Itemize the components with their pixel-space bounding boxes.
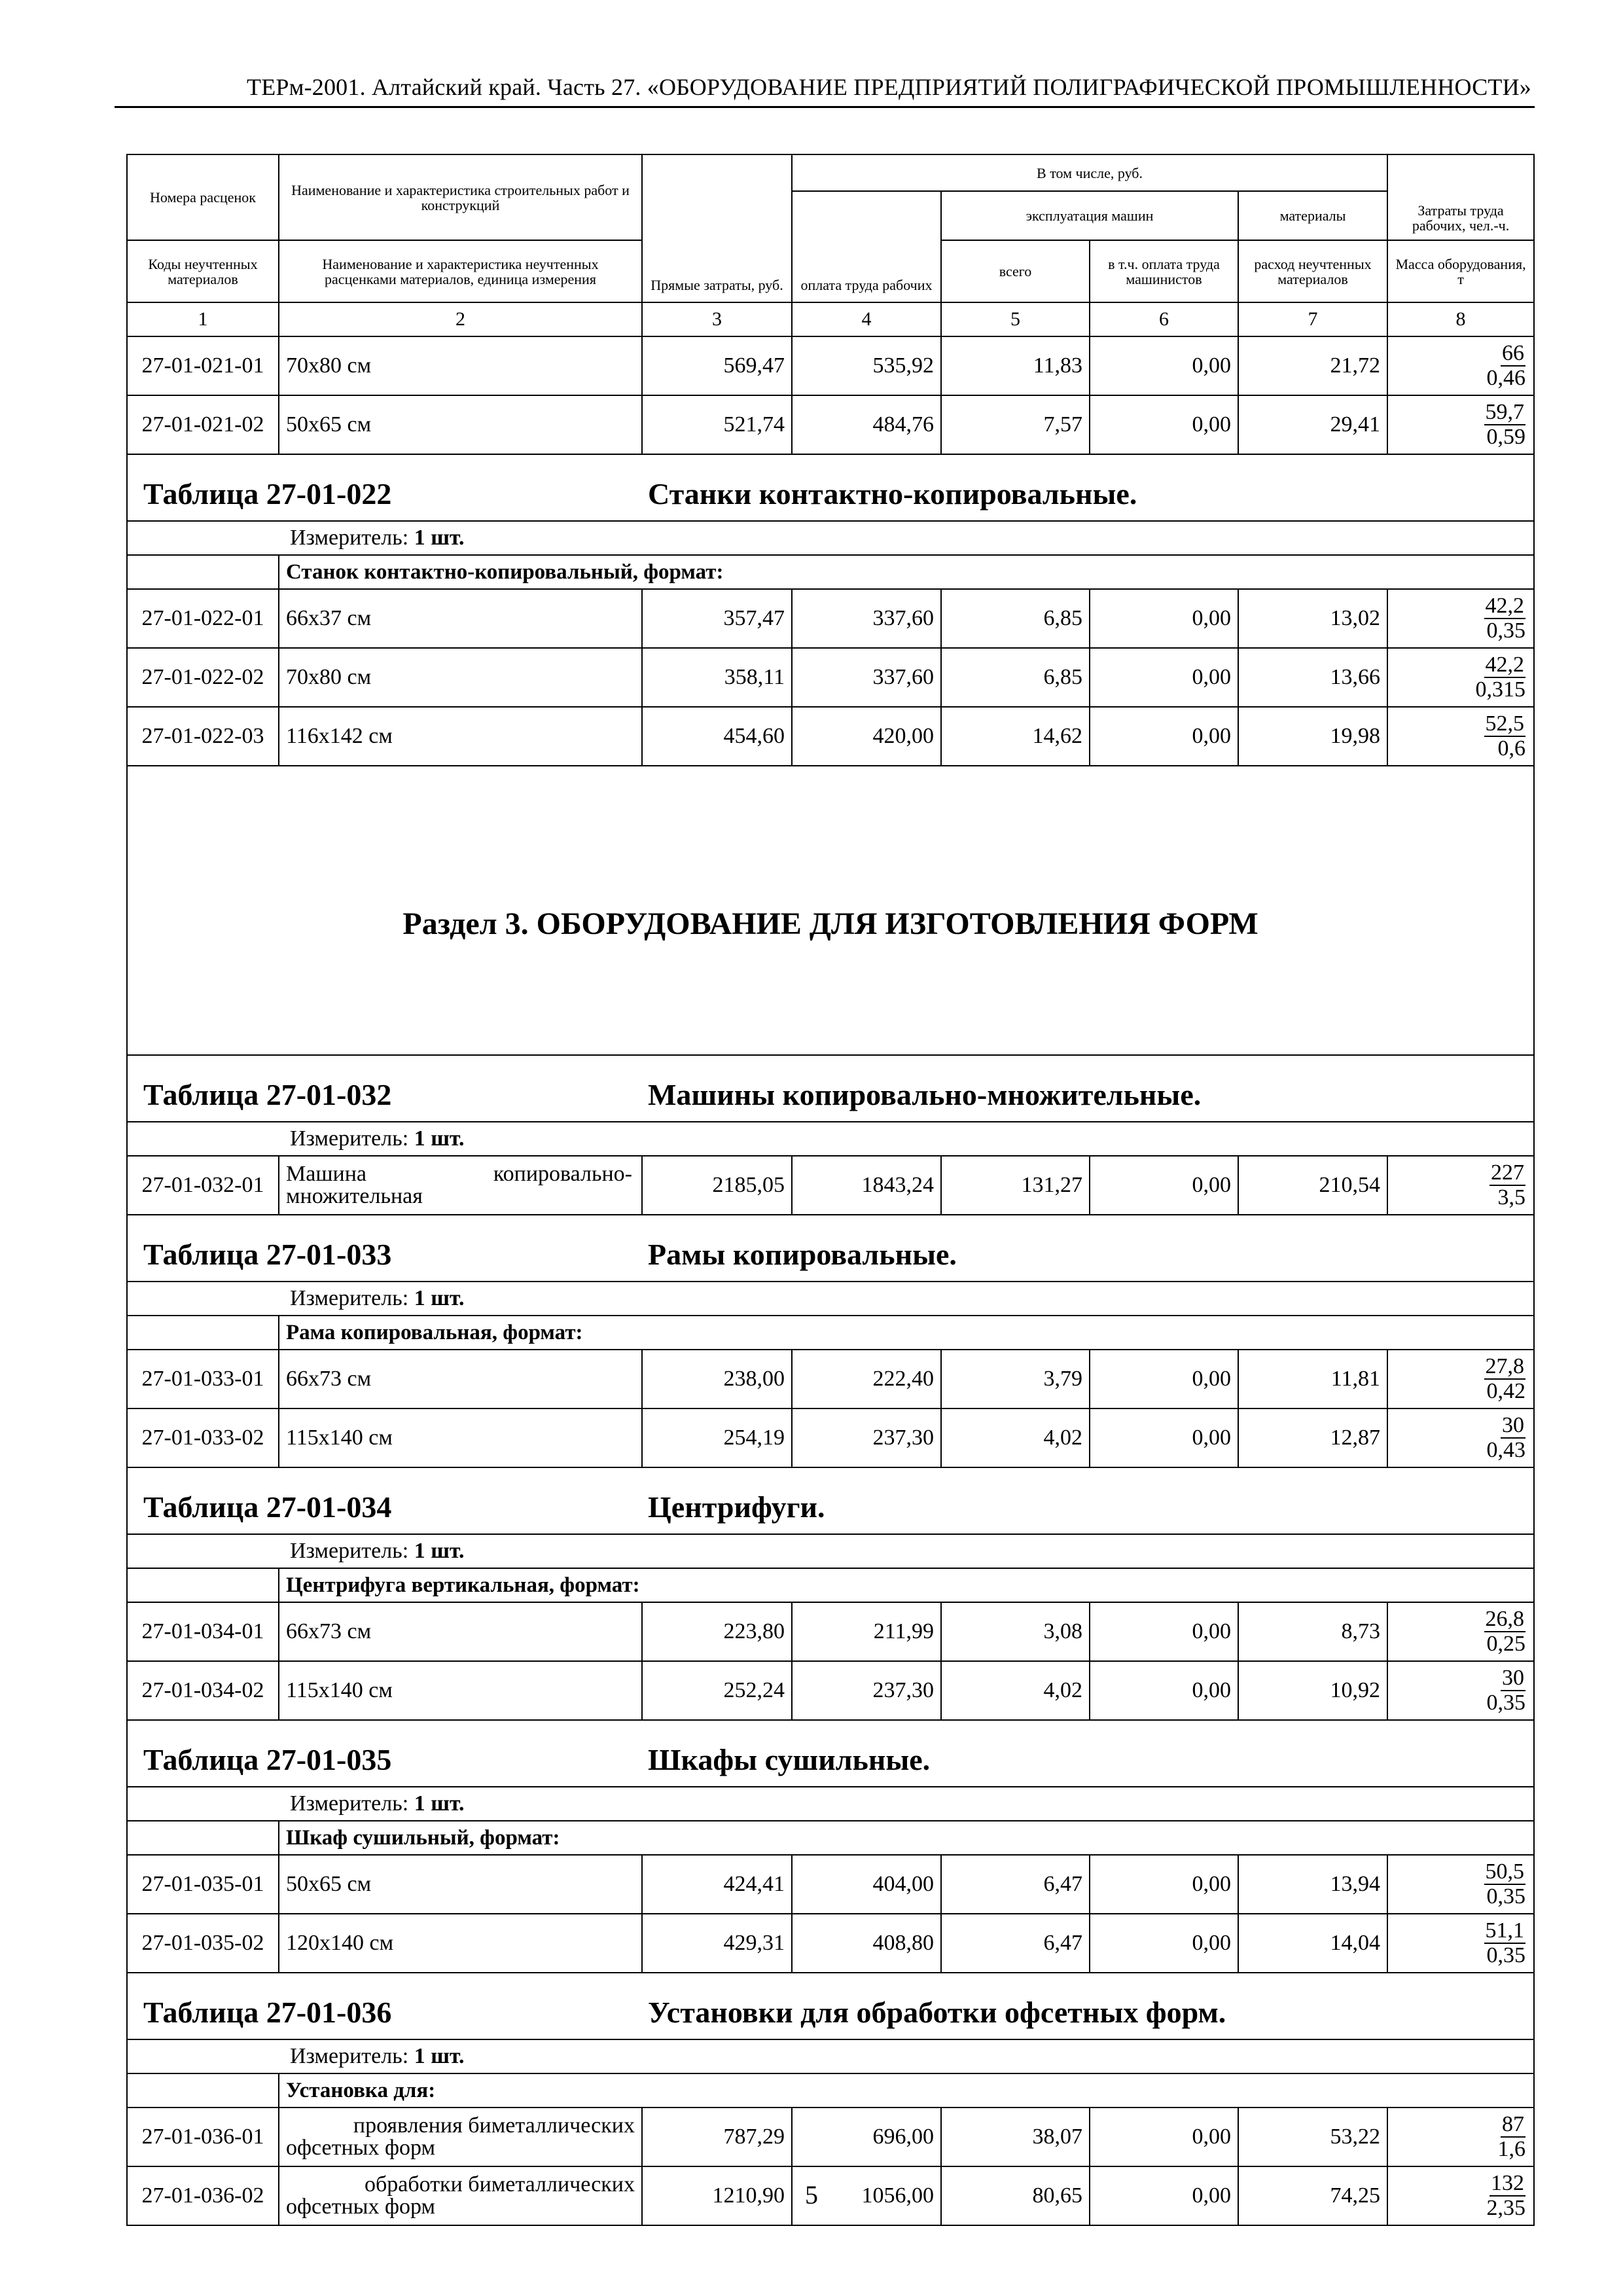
rate-name: 116x142 см	[279, 707, 642, 766]
rate-name: 115x140 см	[279, 1661, 642, 1720]
rate-code: 27-01-022-02	[127, 648, 279, 707]
mass-cell	[1387, 2108, 1534, 2166]
unit-label: Измеритель:	[290, 1539, 409, 1563]
labor-hours: 132	[1491, 2171, 1525, 2195]
table-row	[127, 1602, 1534, 1661]
estimate-table	[126, 154, 1535, 2226]
col-num: 4	[792, 302, 941, 336]
direct-cost: 357,47	[642, 589, 792, 648]
labor-hours: 30	[1502, 1413, 1525, 1437]
col-labor-cost: Затраты труда рабочих, чел.-ч.	[1387, 154, 1534, 240]
unit-row	[127, 1787, 1534, 1821]
unit-row	[127, 1122, 1534, 1156]
equipment-mass: 1,6	[1497, 2137, 1526, 2161]
col-total: всего	[941, 240, 1090, 302]
materials-cost: 11,81	[1238, 1350, 1387, 1408]
col-unaccounted: расход неучтенных материалов	[1238, 240, 1387, 302]
table-row	[127, 395, 1534, 454]
col-num: 2	[279, 302, 642, 336]
col-num: 6	[1090, 302, 1238, 336]
labor-cost: 237,30	[792, 1661, 941, 1720]
unit-value: 1 шт.	[414, 2044, 465, 2068]
materials-cost: 53,22	[1238, 2108, 1387, 2166]
rate-code: 27-01-022-01	[127, 589, 279, 648]
rate-name: 120x140 см	[279, 1914, 642, 1973]
materials-cost: 19,98	[1238, 707, 1387, 766]
direct-cost: 238,00	[642, 1350, 792, 1408]
operators-cost: 0,00	[1090, 648, 1238, 707]
table-title-row	[127, 1467, 1534, 1534]
table-number: Таблица 27-01-022	[143, 477, 392, 511]
machines-cost: 6,47	[941, 1914, 1090, 1973]
labor-cost: 237,30	[792, 1408, 941, 1467]
subheading-row	[127, 2073, 1534, 2108]
table-name: Машины копировально-множительные.	[648, 1078, 1202, 1111]
rate-code: 27-01-021-02	[127, 395, 279, 454]
rate-name: 70x80 см	[279, 648, 642, 707]
labor-hours: 227	[1491, 1160, 1525, 1185]
unit-label: Измеритель:	[290, 1126, 409, 1151]
equipment-mass: 0,35	[1486, 1884, 1526, 1909]
rate-name: 66x73 см	[279, 1602, 642, 1661]
materials-cost: 21,72	[1238, 336, 1387, 395]
table-name: Станки контактно-копировальные.	[648, 477, 1137, 511]
labor-hours: 42,2	[1485, 653, 1525, 677]
rate-name: 70x80 см	[279, 336, 642, 395]
rate-code: 27-01-036-01	[127, 2108, 279, 2166]
direct-cost: 2185,05	[642, 1156, 792, 1215]
rate-code: 27-01-033-01	[127, 1350, 279, 1408]
page-header: ТЕРм-2001. Алтайский край. Часть 27. «ОБОРУДОВАНИЕ ПРЕДПРИЯТИЙ ПОЛИГРАФИЧЕСКОЙ ПРОМЫШЛЕННОСТИ»	[247, 74, 1531, 100]
table-row	[127, 648, 1534, 707]
equipment-mass: 0,35	[1486, 1691, 1526, 1715]
rate-name-part: Машина	[286, 1162, 366, 1186]
mass-cell	[1387, 395, 1534, 454]
labor-cost: 337,60	[792, 648, 941, 707]
materials-cost: 14,04	[1238, 1914, 1387, 1973]
table-title-row	[127, 1973, 1534, 2039]
operators-cost: 0,00	[1090, 1855, 1238, 1914]
unit-value: 1 шт.	[414, 1286, 465, 1310]
col-mass: Масса оборудования, т	[1387, 240, 1534, 302]
equipment-mass: 0,43	[1486, 1438, 1526, 1462]
mass-cell	[1387, 1156, 1534, 1215]
table-title-row	[127, 454, 1534, 521]
mass-cell	[1387, 707, 1534, 766]
labor-hours: 26,8	[1485, 1607, 1525, 1631]
subheading-row	[127, 1316, 1534, 1350]
labor-hours: 52,5	[1485, 711, 1525, 736]
machines-cost: 38,07	[941, 2108, 1090, 2166]
table-row	[127, 336, 1534, 395]
subheading-row	[127, 1821, 1534, 1855]
rate-name: 66x73 см	[279, 1350, 642, 1408]
labor-cost: 696,00	[792, 2108, 941, 2166]
direct-cost: 223,80	[642, 1602, 792, 1661]
unit-row	[127, 2039, 1534, 2073]
labor-hours: 87	[1502, 2112, 1525, 2136]
equipment-mass: 0,35	[1486, 619, 1526, 643]
col-direct-costs: Прямые затраты, руб.	[642, 154, 792, 302]
table-title-row	[127, 1720, 1534, 1787]
mass-cell	[1387, 1661, 1534, 1720]
rate-name-part: копировально-	[493, 1162, 632, 1186]
mass-cell	[1387, 1408, 1534, 1467]
materials-cost: 29,41	[1238, 395, 1387, 454]
rate-name-part: множительная	[286, 1184, 423, 1208]
unit-label: Измеритель:	[290, 2044, 409, 2068]
unit-row	[127, 521, 1534, 555]
labor-hours: 42,2	[1485, 594, 1525, 618]
table-row	[127, 2108, 1534, 2166]
rate-code: 27-01-033-02	[127, 1408, 279, 1467]
operators-cost: 0,00	[1090, 1156, 1238, 1215]
materials-cost: 12,87	[1238, 1408, 1387, 1467]
table-row	[127, 1156, 1534, 1215]
machines-cost: 131,27	[941, 1156, 1090, 1215]
direct-cost: 254,19	[642, 1408, 792, 1467]
rate-name	[279, 1156, 642, 1215]
rate-name: 115x140 см	[279, 1408, 642, 1467]
table-number: Таблица 27-01-034	[143, 1490, 392, 1524]
unit-value: 1 шт.	[414, 1791, 465, 1816]
col-num: 7	[1238, 302, 1387, 336]
table-number: Таблица 27-01-032	[143, 1078, 392, 1111]
labor-cost: 1843,24	[792, 1156, 941, 1215]
unit-label: Измеритель:	[290, 526, 409, 550]
rate-name	[279, 2108, 642, 2166]
materials-cost: 210,54	[1238, 1156, 1387, 1215]
materials-cost: 13,66	[1238, 648, 1387, 707]
subheading: Рама копировальная, формат:	[279, 1316, 1534, 1350]
labor-hours: 27,8	[1485, 1354, 1525, 1378]
operators-cost: 0,00	[1090, 2108, 1238, 2166]
labor-hours: 66	[1502, 341, 1525, 365]
table-number: Таблица 27-01-033	[143, 1238, 392, 1271]
labor-cost: 408,80	[792, 1914, 941, 1973]
direct-cost: 252,24	[642, 1661, 792, 1720]
rate-code: 27-01-036-02	[127, 2166, 279, 2225]
materials-cost: 13,02	[1238, 589, 1387, 648]
table-number: Таблица 27-01-035	[143, 1743, 392, 1776]
mass-cell	[1387, 589, 1534, 648]
labor-hours: 51,1	[1485, 1918, 1525, 1943]
table-title-row	[127, 1055, 1534, 1122]
subheading: Установка для:	[279, 2073, 1534, 2108]
machines-cost: 14,62	[941, 707, 1090, 766]
page-number: 5	[805, 2180, 818, 2210]
direct-cost: 569,47	[642, 336, 792, 395]
unit-label: Измеритель:	[290, 1286, 409, 1310]
section-heading: Раздел 3. ОБОРУДОВАНИЕ ДЛЯ ИЗГОТОВЛЕНИЯ ФОРМ	[127, 766, 1534, 1055]
rate-name: 50x65 см	[279, 395, 642, 454]
subheading: Станок контактно-копировальный, формат:	[279, 555, 1534, 589]
subheading-row	[127, 555, 1534, 589]
subheading-row	[127, 1568, 1534, 1602]
col-labor: оплата труда рабочих	[792, 191, 941, 302]
unit-row	[127, 1282, 1534, 1316]
equipment-mass: 0,46	[1486, 366, 1526, 390]
table-row	[127, 1408, 1534, 1467]
operators-cost: 0,00	[1090, 707, 1238, 766]
rate-code: 27-01-034-01	[127, 1602, 279, 1661]
rate-code: 27-01-022-03	[127, 707, 279, 766]
col-codes: Коды неучтенных материалов	[127, 240, 279, 302]
rate-code: 27-01-035-01	[127, 1855, 279, 1914]
labor-hours: 30	[1502, 1666, 1525, 1690]
table-row	[127, 589, 1534, 648]
rate-name-part: офсетных форм	[286, 2195, 436, 2219]
operators-cost: 0,00	[1090, 1914, 1238, 1973]
table-row	[127, 1661, 1534, 1720]
mass-cell	[1387, 1350, 1534, 1408]
col-num: 5	[941, 302, 1090, 336]
equipment-mass: 0,42	[1486, 1379, 1526, 1403]
direct-cost: 358,11	[642, 648, 792, 707]
unit-row	[127, 1534, 1534, 1568]
equipment-mass: 0,25	[1486, 1632, 1526, 1656]
labor-cost: 420,00	[792, 707, 941, 766]
direct-cost: 429,31	[642, 1914, 792, 1973]
labor-cost: 211,99	[792, 1602, 941, 1661]
machines-cost: 3,79	[941, 1350, 1090, 1408]
rate-code: 27-01-032-01	[127, 1156, 279, 1215]
mass-cell	[1387, 1914, 1534, 1973]
rate-name-part: офсетных форм	[286, 2136, 436, 2160]
unit-value: 1 шт.	[414, 1126, 465, 1151]
table-name: Центрифуги.	[648, 1490, 825, 1524]
operators-cost: 0,00	[1090, 336, 1238, 395]
col-material-name: Наименование и характеристика неучтенных расценками материалов, единица измерения	[279, 240, 642, 302]
machines-cost: 11,83	[941, 336, 1090, 395]
mass-cell	[1387, 1855, 1534, 1914]
unit-value: 1 шт.	[414, 1539, 465, 1563]
direct-cost: 521,74	[642, 395, 792, 454]
col-incl-operators: в т.ч. оплата труда машинистов	[1090, 240, 1238, 302]
table-title-row	[127, 1215, 1534, 1282]
labor-cost: 1056,00	[792, 2166, 941, 2225]
machines-cost: 4,02	[941, 1408, 1090, 1467]
labor-cost: 535,92	[792, 336, 941, 395]
machines-cost: 80,65	[941, 2166, 1090, 2225]
operators-cost: 0,00	[1090, 1350, 1238, 1408]
section-row	[127, 766, 1534, 1055]
col-including: В том числе, руб.	[792, 154, 1387, 191]
equipment-mass: 2,35	[1486, 2196, 1526, 2220]
labor-cost: 337,60	[792, 589, 941, 648]
table-name: Шкафы сушильные.	[648, 1743, 931, 1776]
direct-cost: 1210,90	[642, 2166, 792, 2225]
table-name: Установки для обработки офсетных форм.	[648, 1996, 1226, 2029]
col-num: 8	[1387, 302, 1534, 336]
rate-name: 50x65 см	[279, 1855, 642, 1914]
table-number: Таблица 27-01-036	[143, 1996, 392, 2029]
direct-cost: 424,41	[642, 1855, 792, 1914]
unit-label: Измеритель:	[290, 1791, 409, 1816]
col-materials: материалы	[1238, 191, 1387, 240]
mass-cell	[1387, 336, 1534, 395]
operators-cost: 0,00	[1090, 1661, 1238, 1720]
column-numbers-row	[127, 302, 1534, 336]
machines-cost: 4,02	[941, 1661, 1090, 1720]
table-row	[127, 1855, 1534, 1914]
table-row	[127, 1914, 1534, 1973]
labor-hours: 50,5	[1485, 1859, 1525, 1884]
rate-name: 66x37 см	[279, 589, 642, 648]
labor-hours: 59,7	[1485, 400, 1525, 424]
operators-cost: 0,00	[1090, 589, 1238, 648]
machines-cost: 7,57	[941, 395, 1090, 454]
labor-cost: 404,00	[792, 1855, 941, 1914]
direct-cost: 787,29	[642, 2108, 792, 2166]
materials-cost: 13,94	[1238, 1855, 1387, 1914]
col-work-name: Наименование и характеристика строительных работ и конструкций	[279, 154, 642, 240]
operators-cost: 0,00	[1090, 1602, 1238, 1661]
labor-cost: 484,76	[792, 395, 941, 454]
equipment-mass: 0,59	[1486, 425, 1526, 449]
col-num: 3	[642, 302, 792, 336]
subheading: Центрифуга вертикальная, формат:	[279, 1568, 1534, 1602]
machines-cost: 6,85	[941, 648, 1090, 707]
equipment-mass: 0,6	[1497, 736, 1526, 761]
equipment-mass: 3,5	[1497, 1185, 1526, 1210]
rate-name-part: обработки биметаллических	[364, 2172, 635, 2197]
mass-cell	[1387, 1602, 1534, 1661]
machines-cost: 6,85	[941, 589, 1090, 648]
direct-cost: 454,60	[642, 707, 792, 766]
materials-cost: 8,73	[1238, 1602, 1387, 1661]
col-num: 1	[127, 302, 279, 336]
equipment-mass: 0,315	[1475, 677, 1526, 702]
subheading: Шкаф сушильный, формат:	[279, 1821, 1534, 1855]
rate-name-part: проявления биметаллических	[353, 2113, 635, 2138]
table-name: Рамы копировальные.	[648, 1238, 957, 1271]
col-machines: эксплуатация машин	[941, 191, 1238, 240]
materials-cost: 74,25	[1238, 2166, 1387, 2225]
mass-cell	[1387, 648, 1534, 707]
labor-cost: 222,40	[792, 1350, 941, 1408]
rate-code: 27-01-035-02	[127, 1914, 279, 1973]
operators-cost: 0,00	[1090, 2166, 1238, 2225]
col-rate-numbers: Номера расценок	[127, 154, 279, 240]
table-row	[127, 707, 1534, 766]
operators-cost: 0,00	[1090, 395, 1238, 454]
machines-cost: 6,47	[941, 1855, 1090, 1914]
table-row	[127, 1350, 1534, 1408]
operators-cost: 0,00	[1090, 1408, 1238, 1467]
equipment-mass: 0,35	[1486, 1943, 1526, 1967]
materials-cost: 10,92	[1238, 1661, 1387, 1720]
machines-cost: 3,08	[941, 1602, 1090, 1661]
unit-value: 1 шт.	[414, 526, 465, 550]
rate-code: 27-01-034-02	[127, 1661, 279, 1720]
rate-code: 27-01-021-01	[127, 336, 279, 395]
header-rule	[115, 106, 1535, 108]
